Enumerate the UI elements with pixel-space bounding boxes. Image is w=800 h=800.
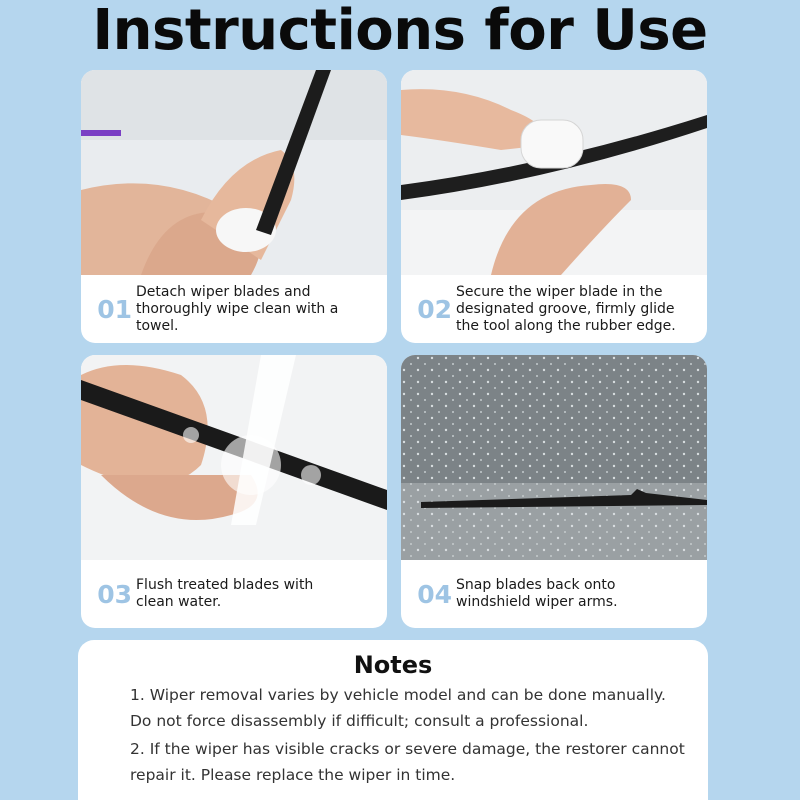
notes-panel [78,640,708,800]
step-number: 02 [417,294,452,324]
step-number: 03 [97,579,132,609]
step-text: Snap blades back onto windshield wiper arms. [456,577,618,610]
hands-wiping-blade-photo [81,70,387,275]
step-card-1 [81,70,387,343]
step-card-2 [401,70,707,343]
notes-title: Notes [353,651,433,679]
step-text: Secure the wiper blade in the designated groove, firmly glide the tool along the rubber edge. [456,283,676,334]
step-text: Detach wiper blades and thoroughly wipe clean with a towel. [136,283,339,334]
step-card-4 [401,355,707,628]
step-number: 01 [97,294,132,324]
step-card-3 [81,355,387,628]
wet-windshield-wiper-photo [401,355,707,560]
rinsing-blade-photo [81,355,387,560]
note-item-1: 1. Wiper removal varies by vehicle model and can be done manually. Do not force disassembly if difficult; consult a professional. [130,686,666,730]
note-item-2: 2. If the wiper has visible cracks or severe damage, the restorer cannot repair it. Please replace the wiper in time. [130,740,685,784]
step-number: 04 [417,579,452,609]
step-text: Flush treated blades with clean water. [136,577,314,610]
restorer-tool-on-blade-photo [401,70,707,275]
page-title: Instructions for Use [92,0,708,63]
